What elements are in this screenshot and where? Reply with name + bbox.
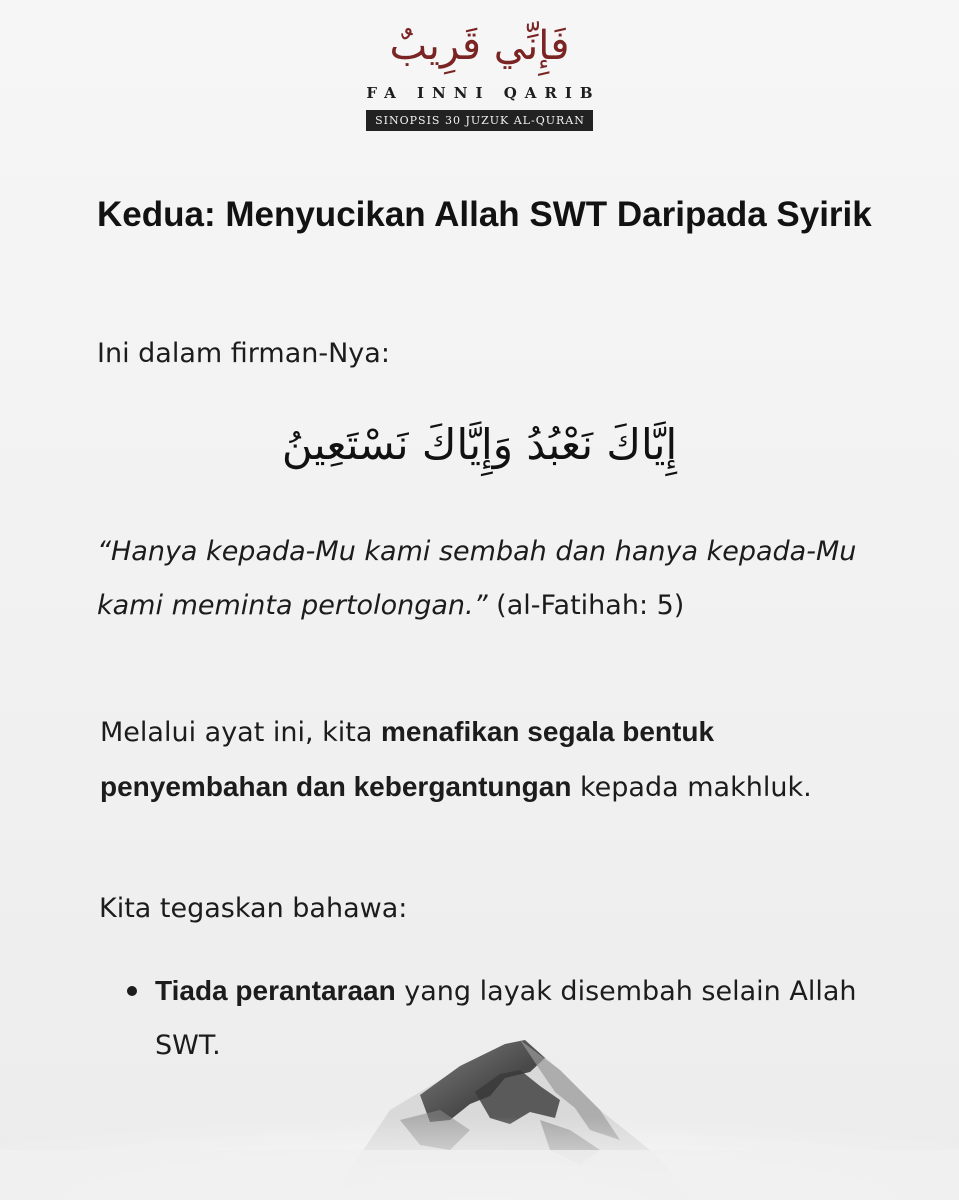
list-item-emphasis: Tiada perantaraan bbox=[155, 975, 396, 1006]
explanation-text bbox=[100, 705, 890, 815]
brand-badge: SINOPSIS 30 JUZUK AL-QURAN bbox=[366, 110, 593, 131]
explanation-pre: Melalui ayat ini, kita bbox=[100, 717, 382, 748]
quran-verse-arabic: إِيَّاكَ نَعْبُدُ وَإِيَّاكَ نَسْتَعِينُ bbox=[281, 420, 678, 469]
translation-quote: “Hanya kepada-Mu kami sembah dan hanya kepada-Mu kami meminta pertolongan.” bbox=[97, 536, 857, 621]
bullet-icon bbox=[127, 986, 137, 996]
brand-arabic-title: فَإِنِّي قَرِيبٌ bbox=[389, 23, 570, 69]
assertion-text: Kita tegaskan bahawa: bbox=[99, 893, 408, 924]
section-heading: Kedua: Menyucikan Allah SWT Daripada Syirik bbox=[97, 195, 872, 234]
snow-mountain-peak-icon bbox=[0, 1000, 959, 1200]
translation-reference: (al-Fatihah: 5) bbox=[487, 590, 685, 621]
brand-latin-title: FA INNI QARIB bbox=[366, 84, 601, 102]
verse-translation bbox=[97, 525, 857, 633]
intro-text: Ini dalam firman-Nya: bbox=[97, 338, 390, 369]
explanation-emphasis: menafikan segala bentuk penyembahan dan kebergantungan bbox=[100, 716, 715, 802]
brand-header bbox=[0, 10, 959, 131]
list-item-rest: yang layak disembah selain Allah SWT. bbox=[155, 976, 857, 1061]
explanation-post: kepada makhluk. bbox=[571, 772, 812, 803]
